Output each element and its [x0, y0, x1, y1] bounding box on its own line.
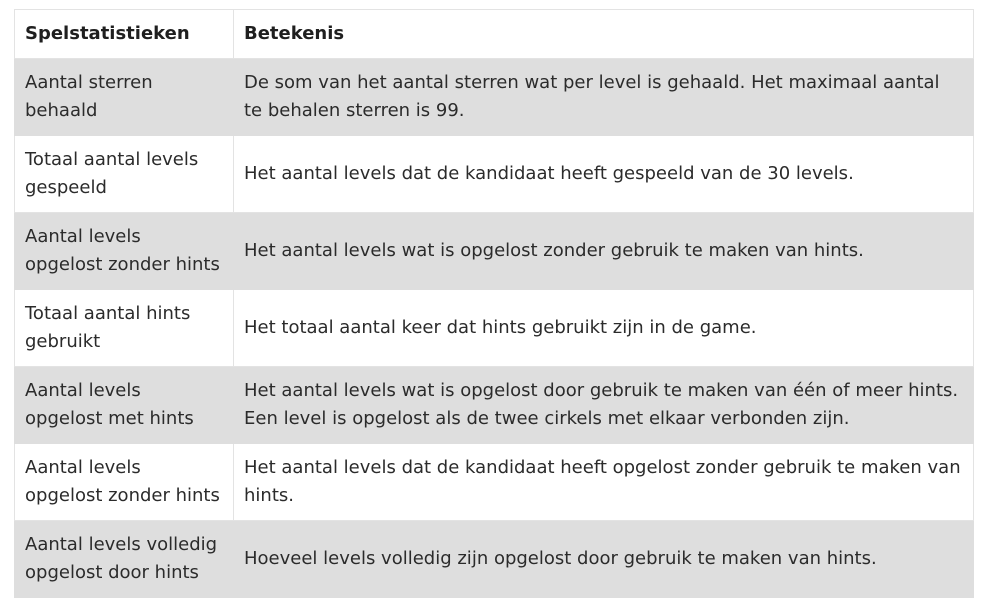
- statistic-meaning: Het aantal levels dat de kandidaat heeft opgelost zonder gebruik te maken van hints.: [234, 444, 974, 521]
- statistic-meaning: Het aantal levels wat is opgelost zonder gebruik te maken van hints.: [234, 213, 974, 290]
- statistic-name: Aantal levels opgelost zonder hints: [15, 444, 234, 521]
- table-row: [15, 290, 974, 367]
- statistic-name: Aantal levels opgelost met hints: [15, 367, 234, 444]
- table-row: [15, 521, 974, 598]
- table-row: [15, 136, 974, 213]
- statistic-name: Totaal aantal levels gespeeld: [15, 136, 234, 213]
- statistic-name: Aantal sterren behaald: [15, 59, 234, 136]
- statistic-meaning: De som van het aantal sterren wat per level is gehaald. Het maximaal aantal te behalen sterren is 99.: [234, 59, 974, 136]
- statistics-table-container: [14, 9, 973, 598]
- statistic-meaning: Het aantal levels wat is opgelost door gebruik te maken van één of meer hints. Een level is opgelost als de twee cirkels met elkaar verbonden zijn.: [234, 367, 974, 444]
- header-spelstatistieken: Spelstatistieken: [15, 10, 234, 59]
- table-row: [15, 213, 974, 290]
- statistic-name: Aantal levels opgelost zonder hints: [15, 213, 234, 290]
- table-row: [15, 367, 974, 444]
- header-betekenis: Betekenis: [234, 10, 974, 59]
- statistic-name: Aantal levels volledig opgelost door hints: [15, 521, 234, 598]
- statistic-name: Totaal aantal hints gebruikt: [15, 290, 234, 367]
- table-row: [15, 59, 974, 136]
- table-header-row: [15, 10, 974, 59]
- game-statistics-table: [14, 9, 974, 598]
- statistic-meaning: Het totaal aantal keer dat hints gebruikt zijn in de game.: [234, 290, 974, 367]
- table-row: [15, 444, 974, 521]
- statistic-meaning: Het aantal levels dat de kandidaat heeft gespeeld van de 30 levels.: [234, 136, 974, 213]
- statistic-meaning: Hoeveel levels volledig zijn opgelost door gebruik te maken van hints.: [234, 521, 974, 598]
